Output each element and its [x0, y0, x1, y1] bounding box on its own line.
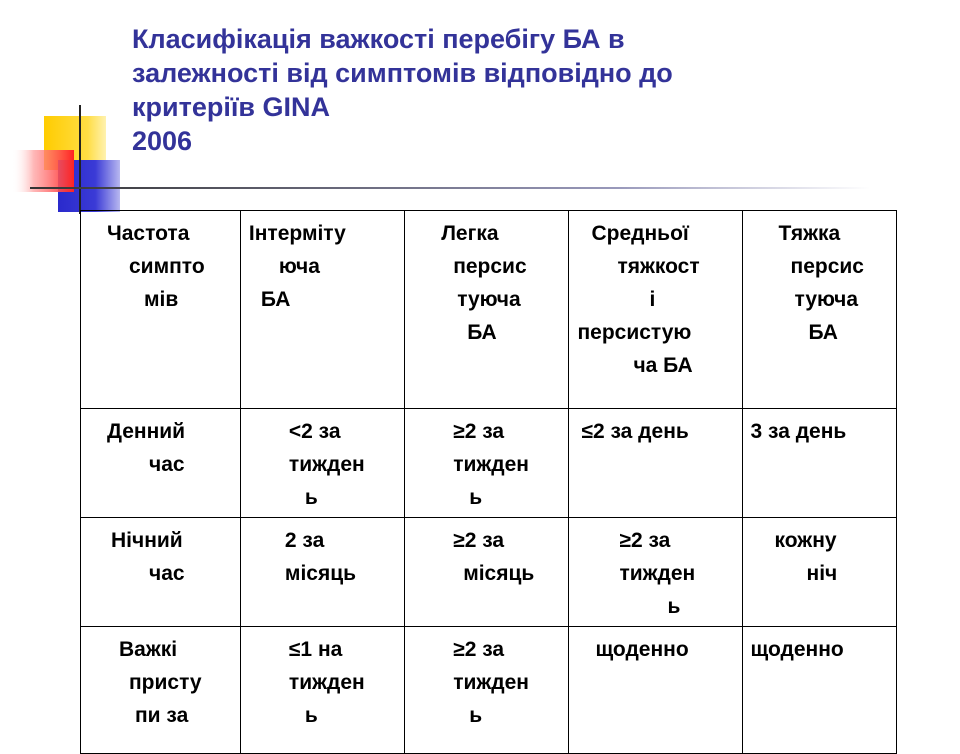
table-cell: 3 за день	[742, 409, 896, 518]
table-cell: <2 за тижден ь	[240, 409, 404, 518]
header-cell-mild: Легка персис туюча БА	[405, 211, 569, 409]
table-cell: кожну ніч	[742, 518, 896, 627]
header-cell-frequency: Частота симпто мів	[81, 211, 241, 409]
table-cell: ≤2 за день	[569, 409, 742, 518]
title-line: Класифікація важкості перебігу БА в	[132, 24, 625, 54]
table-row-nighttime	[81, 518, 897, 627]
table-cell: щоденно	[569, 627, 742, 754]
horizontal-rule	[30, 187, 870, 189]
title-line: залежності від симптомів відповідно до	[132, 58, 673, 88]
row-label-daytime: Денний час	[81, 409, 241, 518]
table-cell: щоденно	[742, 627, 896, 754]
table-row-daytime	[81, 409, 897, 518]
row-label-nighttime: Нічний час	[81, 518, 241, 627]
row-label-severe-attacks: Важкі присту пи за	[81, 627, 241, 754]
table-cell: ≥2 за тижден ь	[405, 409, 569, 518]
table-cell: ≥2 за місяць	[405, 518, 569, 627]
header-cell-intermittent: Інтерміту юча БА	[240, 211, 404, 409]
title-line: 2006	[132, 126, 193, 156]
slide-title	[132, 22, 892, 158]
header-cell-moderate: Средньої тяжкост і персистую ча БА	[569, 211, 742, 409]
table-cell: ≤1 на тижден ь	[240, 627, 404, 754]
red-square	[12, 150, 74, 192]
table-cell: ≥2 за тижден ь	[405, 627, 569, 754]
table-cell: 2 за місяць	[240, 518, 404, 627]
table-row-severe-attacks	[81, 627, 897, 754]
title-line: критеріїв GINA	[132, 92, 331, 122]
table-header-row	[81, 211, 897, 409]
header-cell-severe: Тяжка персис туюча БА	[742, 211, 896, 409]
table-cell: ≥2 за тижден ь	[569, 518, 742, 627]
classification-table	[80, 210, 897, 754]
